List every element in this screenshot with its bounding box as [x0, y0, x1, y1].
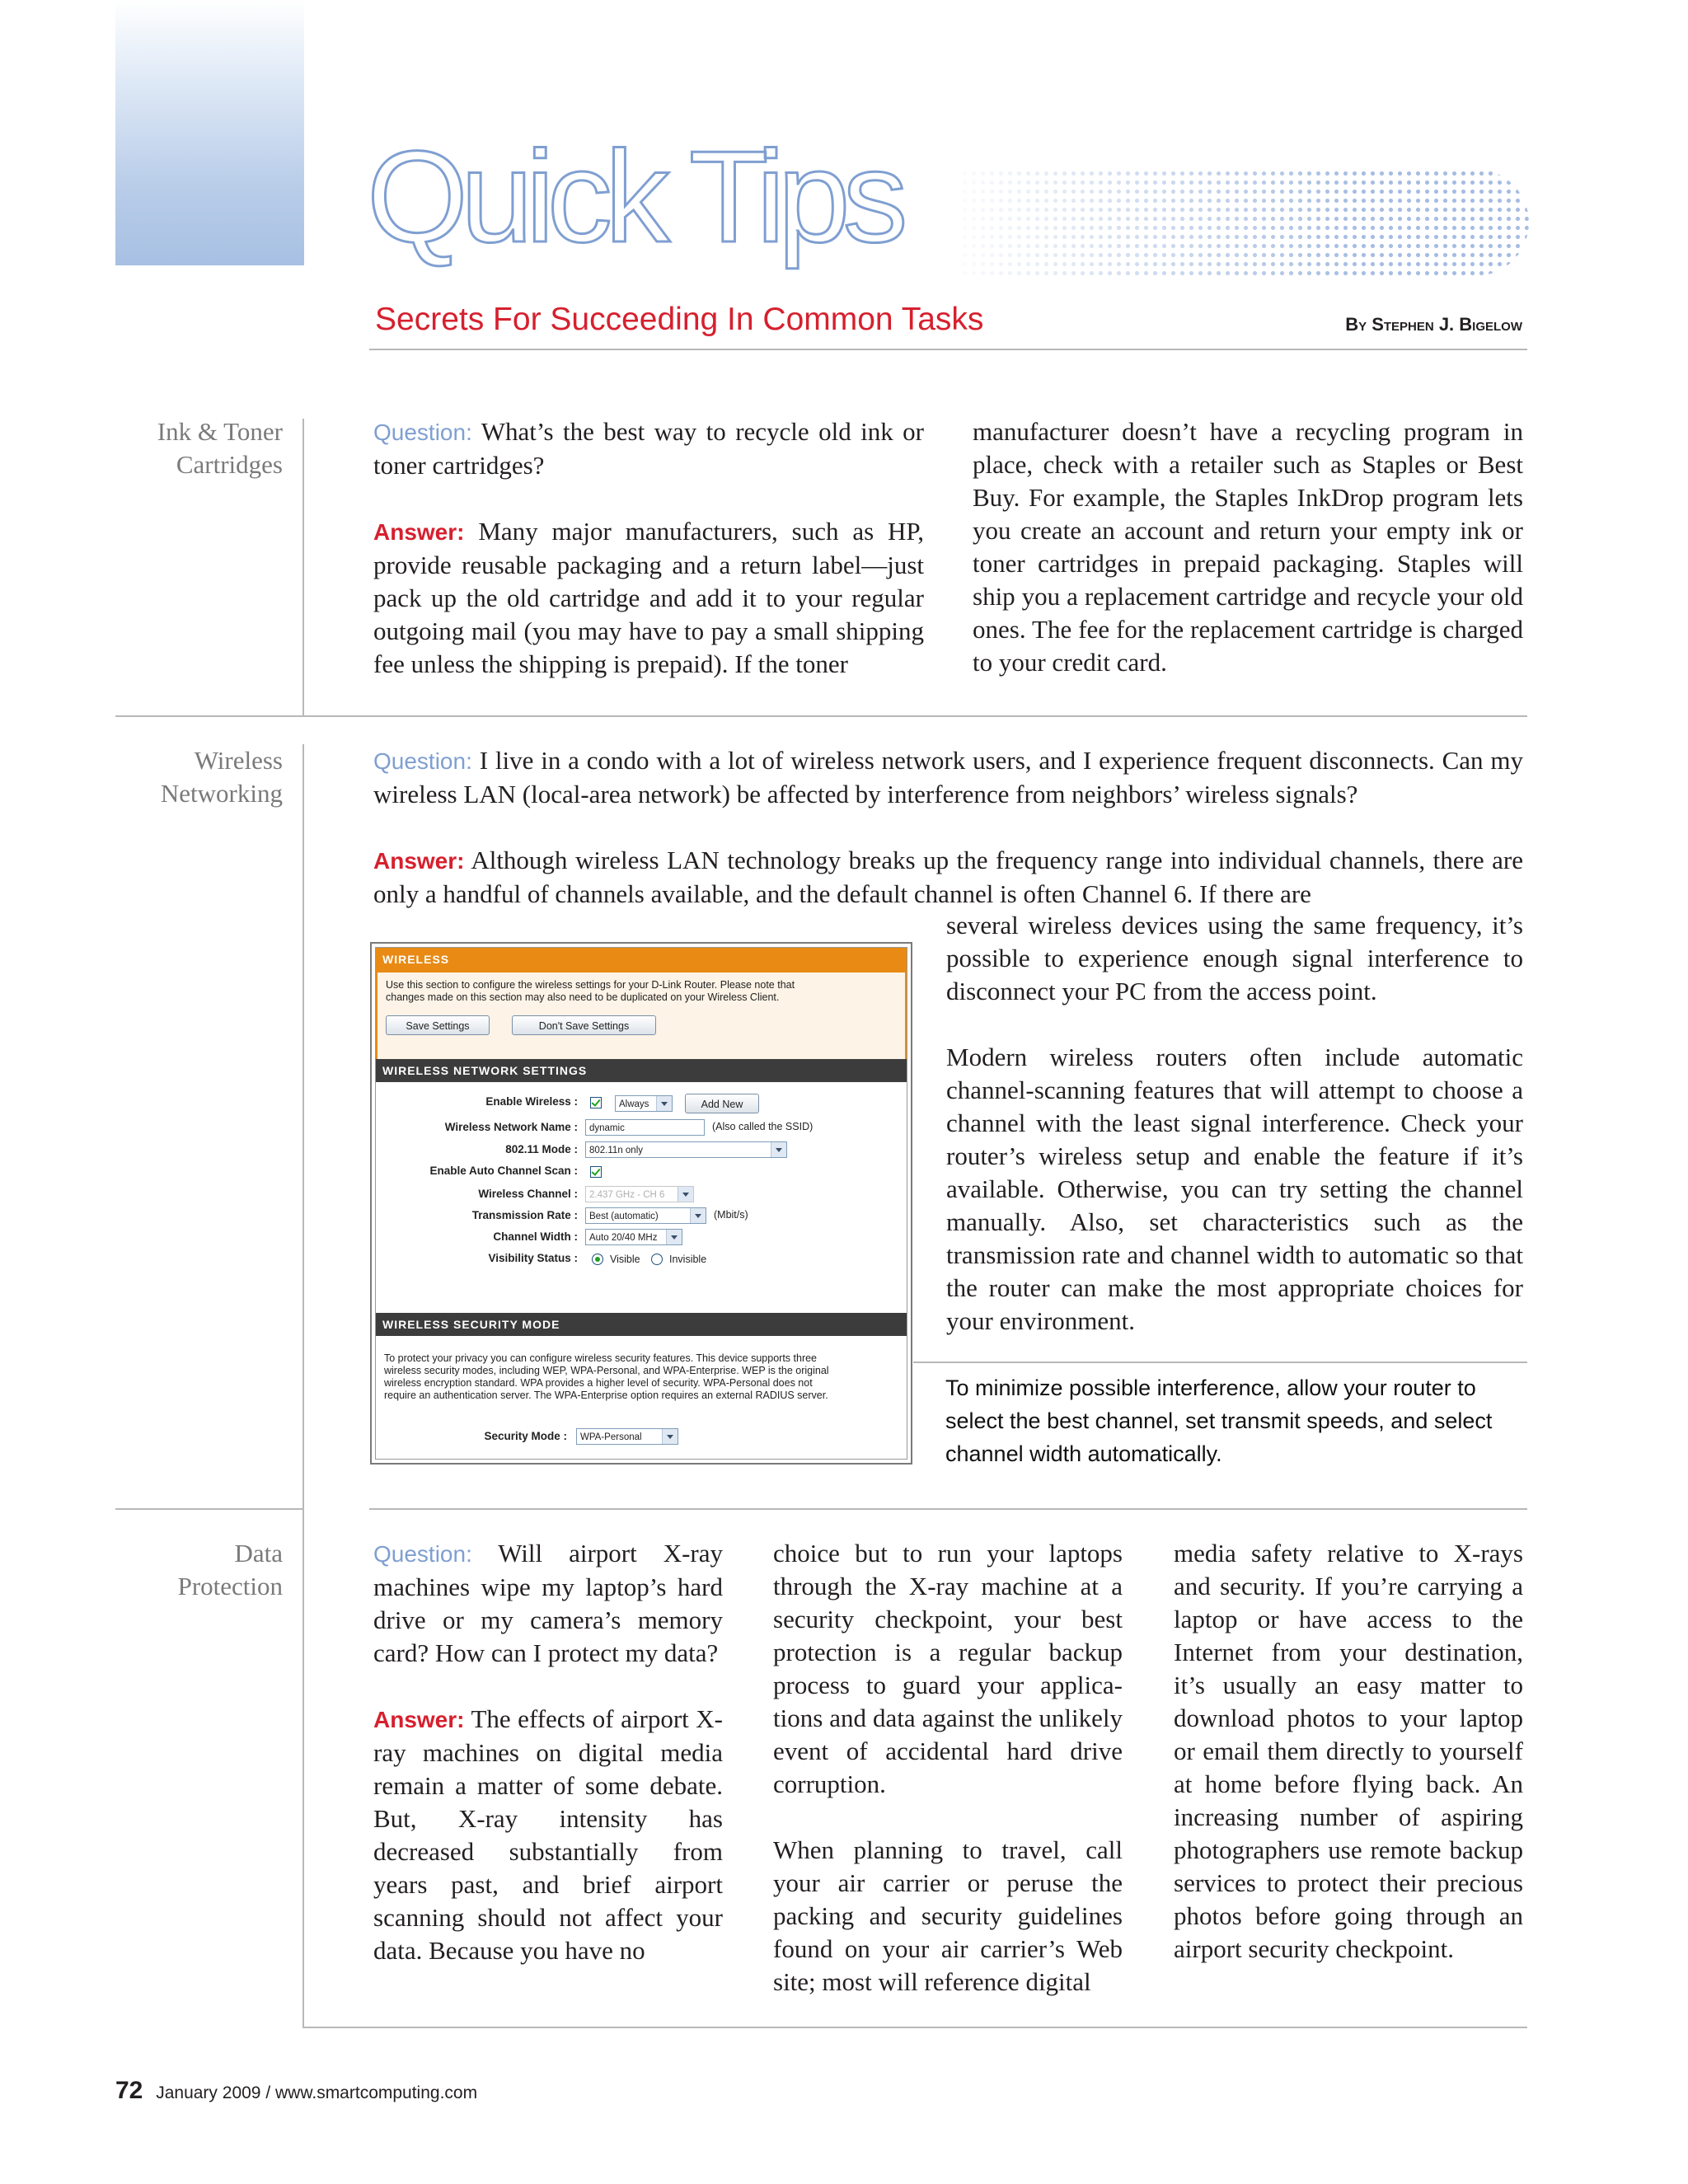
tx-rate-select[interactable] — [585, 1207, 706, 1224]
chevron-down-icon — [662, 1429, 678, 1444]
byline: By Stephen J. Bigelow — [1345, 314, 1522, 335]
data-column-1: Question: Will airport X-ray machines wipe my laptop’s hard drive or my camera’s memory card? How can I protect my data? Answer: The effects of airport X-ray machines on digital media remain a matter of some debate. But, X-ray intensity has decreased substantially from years past, and brief airport scanning should not affect your data. Because you have no — [373, 1539, 723, 1965]
intro-line: changes made on this section may also need to be duplicated on your Wireless Client. — [386, 991, 780, 1003]
header-divider — [369, 349, 1527, 350]
answer-text: Modern wireless routers often include automatic channel-scanning features that will attempt to choose a channel with the least signal interference. Check your router’s wireless setup and enable the feature if it’s available. Otherwise, you can try setting the channel manually. Also, set characteristics such as the transmission rate and channel width to automatic so that the router can make the most appropriate choices for your environment. — [946, 1043, 1523, 1335]
answer-label: Answer: — [373, 848, 465, 874]
channel-value: 2.437 GHz - CH 6 — [589, 1190, 665, 1200]
bottom-divider — [302, 2027, 1527, 2028]
security-mode-header: WIRELESS SECURITY MODE — [376, 1313, 907, 1336]
enable-wireless-checkbox[interactable] — [590, 1097, 602, 1108]
page-title: Quick Tips — [367, 124, 901, 269]
intro-line: Use this section to configure the wireless settings for your D-Link Router. Please note that — [386, 979, 795, 991]
question-label: Question: — [373, 419, 472, 445]
page-footer — [115, 2077, 477, 2105]
visible-label: Visible — [610, 1254, 640, 1265]
sidebar-divider-1 — [302, 419, 304, 715]
answer-label: Answer: — [373, 1707, 465, 1732]
sidebar-divider-2 — [302, 744, 304, 1508]
add-new-button[interactable]: Add New — [685, 1094, 759, 1113]
answer-text: Although wireless LAN technology breaks up the frequency range into individual channels, there are only a handful of channels available, and the default channel is often Channel 6. If there are — [373, 846, 1523, 908]
category-line: Wireless — [194, 746, 283, 775]
visible-radio[interactable] — [592, 1254, 603, 1265]
answer-text: several wireless devices using the same frequency, it’s possible to experience enough signal interference to disconnect your PC from the access point. — [946, 911, 1523, 1005]
width-label: Channel Width : — [493, 1230, 578, 1243]
figure-caption: To minimize possible interference, allow your router to select the best channel, set transmit speeds, and select channel width automatically. — [945, 1376, 1493, 1466]
footer-url[interactable]: www.smartcomputing.com — [275, 2083, 478, 2102]
sidebar-divider-3 — [302, 1508, 304, 2027]
mode-label: 802.11 Mode : — [505, 1143, 578, 1155]
category-line: Networking — [160, 779, 283, 808]
question-label: Question: — [373, 1541, 472, 1567]
network-name-input[interactable]: dynamic — [585, 1119, 705, 1136]
answer-label: Answer: — [373, 519, 465, 545]
security-mode-select[interactable] — [576, 1428, 678, 1445]
wireless-intro-box — [376, 971, 907, 1062]
header-dot-pattern — [960, 169, 1529, 276]
width-value: Auto 20/40 MHz — [589, 1233, 658, 1243]
security-mode-value: WPA-Personal — [580, 1432, 642, 1442]
security-line: To protect your privacy you can configure wireless security features. This device supports three — [384, 1352, 818, 1364]
ink-column-1: Question: What’s the best way to recycle old ink or toner cartridges? Answer: Many major manufacturers, such as HP, provide reusable packaging and a return label—just pack up the old cartridge and add it to your regular outgoing mail (you may have to pay a small shipping fee unless the shipping is prepaid). If the toner — [373, 417, 924, 678]
enable-wireless-label: Enable Wireless : — [485, 1095, 578, 1108]
auto-scan-checkbox[interactable] — [590, 1166, 602, 1178]
footer-separator: / — [265, 2083, 271, 2102]
chevron-down-icon — [656, 1096, 672, 1111]
page-number: 72 — [115, 2077, 143, 2104]
mode-select[interactable] — [585, 1141, 787, 1158]
chevron-down-icon — [690, 1208, 706, 1223]
wireless-question — [373, 744, 1523, 911]
header-blue-block — [115, 0, 304, 265]
width-select[interactable] — [585, 1229, 682, 1245]
security-description — [384, 1352, 903, 1402]
channel-label: Wireless Channel : — [478, 1188, 578, 1200]
section-divider-2-right — [369, 1508, 1527, 1510]
security-line: wireless security modes, including WEP, WPA-Personal, and WPA-Enterprise. WEP is the original — [384, 1365, 829, 1376]
data-column-3: media safety relative to X-rays and security. If you’re carrying a laptop or have access to the Internet from your destination, it’s usually an easy matter to download photos to your laptop or email them directly to yourself at home before flying back. An increasing number of aspiring photographers use remote backup services to protect their precious photos before going through an airport security checkpoint. — [1174, 1539, 1523, 1963]
section-divider-2-left — [115, 1508, 303, 1510]
auto-scan-label: Enable Auto Channel Scan : — [429, 1165, 578, 1177]
section-category-ink — [118, 415, 283, 481]
page-subtitle: Secrets For Succeeding In Common Tasks — [375, 302, 984, 337]
dont-save-settings-button[interactable]: Don't Save Settings — [512, 1015, 656, 1035]
footer-issue: January 2009 — [156, 2083, 261, 2102]
tx-rate-label: Transmission Rate : — [471, 1209, 578, 1221]
wireless-answer-right — [946, 909, 1523, 1338]
wireless-intro — [386, 979, 897, 1004]
tx-rate-value: Best (automatic) — [589, 1212, 659, 1221]
network-settings-header: WIRELESS NETWORK SETTINGS — [376, 1059, 907, 1082]
security-line: require an authentication server. The WPA-Enterprise option requires an external RADIUS server. — [384, 1390, 828, 1401]
chevron-down-icon — [678, 1187, 693, 1202]
invisible-label: Invisible — [669, 1254, 707, 1265]
question-label: Question: — [373, 748, 472, 774]
security-mode-label: Security Mode : — [484, 1430, 567, 1442]
tx-rate-unit: (Mbit/s) — [714, 1209, 748, 1221]
chevron-down-icon — [666, 1230, 682, 1244]
category-line: Cartridges — [176, 450, 283, 479]
save-settings-button[interactable]: Save Settings — [386, 1015, 490, 1035]
category-line: Ink & Toner — [157, 417, 283, 446]
category-line: Data — [234, 1539, 283, 1568]
channel-select[interactable] — [585, 1186, 694, 1202]
schedule-select[interactable] — [615, 1095, 673, 1112]
mode-value: 802.11n only — [589, 1146, 644, 1155]
chevron-down-icon — [771, 1142, 786, 1157]
data-column-2: choice but to run your laptops through the X-ray machine at a security checkpoint, your best protection is a regular backup process to guard your applications and data against the unlikely event of accidental hard drive corruption. When planning to travel, call your air carrier or peruse the packing and security guidelines found on your air carrier’s Web site; most will reference digital — [773, 1539, 1123, 1996]
wireless-header: WIRELESS — [376, 948, 907, 971]
category-line: Protection — [177, 1572, 283, 1601]
section-category-wireless — [118, 744, 283, 810]
invisible-radio[interactable] — [651, 1254, 663, 1265]
caption-divider — [913, 1361, 1527, 1363]
security-line: wireless encryption standard. WPA provides a higher level of security. WPA-Personal does not — [384, 1377, 813, 1389]
question-text: I live in a condo with a lot of wireless network users, and I experience frequent disconnects. Can my wireless LAN (local-area network) be affected by interference from neighbors’ wireless signals? — [373, 746, 1524, 808]
visibility-label: Visibility Status : — [488, 1252, 578, 1264]
section-divider-1 — [115, 715, 1527, 717]
router-panel — [375, 947, 907, 1460]
router-screenshot — [370, 942, 912, 1465]
ssid-note: (Also called the SSID) — [712, 1121, 814, 1132]
network-name-label: Wireless Network Name : — [444, 1121, 578, 1133]
ink-column-2: manufacturer doesn’t have a recycling program in place, check with a retailer such as Staples or Best Buy. For example, the Staples InkDrop program lets you create an account and return your empty ink or toner cartridges in prepaid packaging. Staples will ship you a replacement cartridge and recycle your old ones. The fee for the replacement cartridge is charged to your credit card. — [973, 417, 1523, 677]
schedule-value: Always — [619, 1099, 649, 1109]
section-category-data — [118, 1537, 283, 1603]
